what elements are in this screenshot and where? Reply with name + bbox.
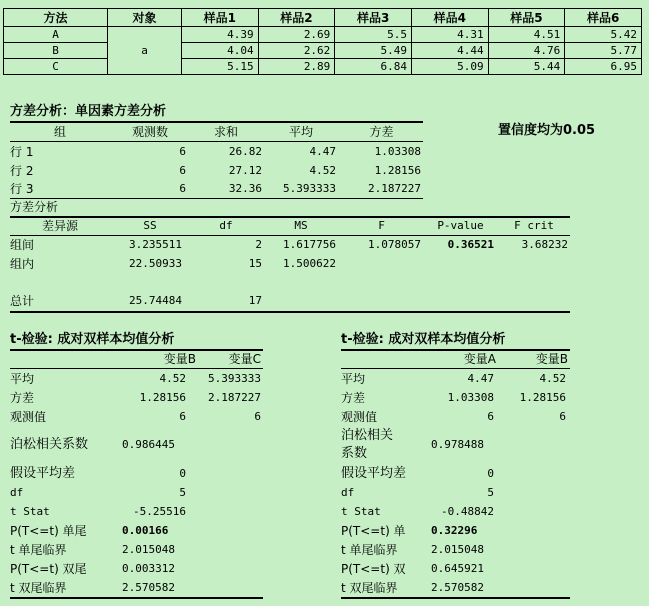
ttest-value: 4.47	[467, 372, 494, 385]
method-cell: B	[4, 43, 108, 59]
ttest-label: df	[10, 486, 24, 499]
ttest-left-col1: 变量B	[163, 352, 196, 366]
anova-cell: 组间	[10, 238, 35, 252]
ttest-value: 4.52	[159, 372, 186, 385]
value-cell: 6.84	[335, 59, 412, 75]
summary-cell: 4.47	[309, 145, 336, 158]
ttest-value: -5.25516	[133, 505, 186, 518]
ttest-value: 1.28156	[519, 391, 566, 404]
value-cell: 4.04	[182, 43, 259, 59]
ttest-right-title: t-检验: 成对双样本均值分析	[341, 332, 506, 347]
samples-row-b	[4, 43, 642, 59]
anova-header-ss: SS	[143, 219, 157, 232]
ttest-value: 5	[179, 486, 186, 499]
ttest-value: 6	[254, 410, 261, 423]
ttest-value-highlight: 0.00166	[122, 524, 169, 537]
summary-cell: 32.36	[228, 182, 262, 195]
value-cell: 5.42	[565, 27, 642, 43]
ttest-label: P(T<=t) 单尾	[10, 524, 87, 538]
ttest-label: 方差	[341, 391, 366, 405]
samples-table	[3, 8, 642, 75]
anova-table-top-rule	[10, 216, 570, 218]
ttest-label: 平均	[341, 372, 366, 386]
summary-cell: 1.03308	[374, 145, 421, 158]
ttest-label: 泊松相关系数	[10, 437, 89, 452]
anova-cell: 22.50933	[129, 257, 182, 270]
ttest-label: t Stat	[341, 505, 381, 518]
value-cell: 4.44	[411, 43, 488, 59]
value-cell: 4.39	[182, 27, 259, 43]
ttest-label: 泊松相关	[341, 428, 394, 443]
header-sample-3: 样品3	[335, 9, 412, 27]
ttest-label: P(T<=t) 双尾	[10, 562, 87, 576]
anova-cell: 3.235511	[129, 238, 182, 251]
ttest-value: 0.645921	[431, 562, 484, 575]
ttest-label: t 单尾临界	[10, 543, 67, 557]
confidence-note: 置信度均为0.05	[498, 123, 596, 138]
summary-header-sum: 求和	[213, 125, 238, 139]
ttest-value: 2.015048	[122, 543, 175, 556]
ttest-value: 0.986445	[122, 438, 175, 451]
ttest-label: 方差	[10, 391, 35, 405]
summary-cell: 27.12	[228, 164, 262, 177]
ttest-right-col2: 变量B	[535, 352, 568, 366]
anova-cell: 1.078057	[368, 238, 421, 251]
ttest-value: 1.28156	[139, 391, 186, 404]
samples-header-row	[4, 9, 642, 27]
anova-header-pvalue: P-value	[437, 219, 484, 232]
ttest-label: 观测值	[10, 410, 47, 424]
ttest-value: 2.570582	[431, 581, 484, 594]
ttest-left-header-rule	[10, 368, 263, 369]
header-method: 方法	[4, 9, 108, 27]
anova-cell: 15	[248, 257, 262, 270]
ttest-value: 6	[179, 410, 186, 423]
anova-cell: 2	[255, 238, 262, 251]
ttest-right-header-rule	[341, 368, 570, 369]
ttest-value-highlight: 0.32296	[431, 524, 478, 537]
ttest-value: 5.393333	[208, 372, 261, 385]
ttest-left-top-rule	[10, 349, 263, 351]
value-cell: 5.15	[182, 59, 259, 75]
ttest-label: 平均	[10, 372, 35, 386]
value-cell: 2.89	[258, 59, 335, 75]
summary-header-variance: 方差	[369, 125, 394, 139]
ttest-value: 0	[179, 467, 186, 480]
method-cell: A	[4, 27, 108, 43]
anova-header-rule	[10, 235, 570, 236]
summary-cell: 1.28156	[374, 164, 421, 177]
ttest-value: -0.48842	[441, 505, 494, 518]
anova-cell: 总计	[10, 294, 35, 308]
ttest-left-col2: 变量C	[228, 352, 261, 366]
method-cell: C	[4, 59, 108, 75]
summary-cell: 26.82	[228, 145, 262, 158]
ttest-value: 6	[487, 410, 494, 423]
samples-row-c	[4, 59, 642, 75]
summary-header-rule	[10, 141, 423, 142]
summary-bottom-rule	[10, 198, 423, 199]
anova-cell: 1.617756	[283, 238, 336, 251]
ttest-label: P(T<=t) 双	[341, 562, 406, 576]
samples-row-a	[4, 27, 642, 43]
ttest-label: 观测值	[341, 410, 378, 424]
ttest-value: 2.187227	[208, 391, 261, 404]
value-cell: 4.51	[488, 27, 565, 43]
header-sample-5: 样品5	[488, 9, 565, 27]
anova-header-fcrit: F crit	[514, 219, 554, 232]
ttest-value: 5	[487, 486, 494, 499]
anova-header-source: 差异源	[41, 219, 78, 233]
anova-cell: 1.500622	[283, 257, 336, 270]
summary-cell: 2.187227	[368, 182, 421, 195]
value-cell: 2.62	[258, 43, 335, 59]
value-cell: 5.49	[335, 43, 412, 59]
summary-cell: 行 3	[10, 182, 34, 196]
value-cell: 4.76	[488, 43, 565, 59]
value-cell: 2.69	[258, 27, 335, 43]
ttest-label: 假设平均差	[10, 466, 76, 481]
value-cell: 5.77	[565, 43, 642, 59]
anova-header-f: F	[378, 219, 385, 232]
anova-table-title: 方差分析	[10, 200, 59, 214]
summary-cell: 4.52	[309, 164, 336, 177]
anova-cell-pvalue: 0.36521	[447, 238, 494, 251]
summary-cell: 6	[179, 145, 186, 158]
ttest-right-top-rule	[341, 349, 570, 351]
anova-cell: 组内	[10, 257, 35, 271]
ttest-label: t 双尾临界	[341, 581, 398, 595]
ttest-value: 4.52	[539, 372, 566, 385]
header-sample-4: 样品4	[411, 9, 488, 27]
value-cell: 5.09	[411, 59, 488, 75]
ttest-value: 2.015048	[431, 543, 484, 556]
ttest-value: 0.003312	[122, 562, 175, 575]
ttest-value: 0	[487, 467, 494, 480]
summary-header-group: 组	[53, 125, 66, 139]
summary-cell: 行 2	[10, 164, 34, 178]
anova-header-df: df	[219, 219, 233, 232]
anova-bottom-rule	[10, 311, 570, 313]
summary-cell: 6	[179, 182, 186, 195]
anova-title: 方差分析：单因素方差分析	[10, 104, 167, 119]
ttest-value: 2.570582	[122, 581, 175, 594]
header-sample-6: 样品6	[565, 9, 642, 27]
ttest-value: 0.978488	[431, 438, 484, 451]
ttest-label: 假设平均差	[341, 466, 407, 481]
ttest-left-bottom-rule	[10, 597, 263, 599]
value-cell: 6.95	[565, 59, 642, 75]
header-sample-2: 样品2	[258, 9, 335, 27]
ttest-label-cont: 系数	[341, 446, 368, 461]
value-cell: 5.44	[488, 59, 565, 75]
ttest-label: df	[341, 486, 355, 499]
anova-cell: 3.68232	[521, 238, 568, 251]
ttest-right-bottom-rule	[341, 597, 570, 599]
ttest-value: 6	[559, 410, 566, 423]
summary-cell: 行 1	[10, 145, 34, 159]
value-cell: 5.5	[335, 27, 412, 43]
anova-cell: 25.74484	[129, 294, 182, 307]
ttest-value: 1.03308	[447, 391, 494, 404]
summary-cell: 6	[179, 164, 186, 177]
ttest-label: t 单尾临界	[341, 543, 398, 557]
value-cell: 4.31	[411, 27, 488, 43]
summary-header-count: 观测数	[131, 125, 168, 139]
header-object: 对象	[108, 9, 182, 27]
ttest-label: P(T<=t) 单	[341, 524, 406, 538]
ttest-left-title: t-检验: 成对双样本均值分析	[10, 332, 175, 347]
header-sample-1: 样品1	[182, 9, 259, 27]
anova-header-ms: MS	[294, 219, 308, 232]
ttest-label: t 双尾临界	[10, 581, 67, 595]
object-cell: a	[108, 27, 182, 75]
summary-header-mean: 平均	[288, 125, 313, 139]
anova-title-rule	[10, 121, 423, 123]
summary-cell: 5.393333	[283, 182, 336, 195]
ttest-label: t Stat	[10, 505, 50, 518]
ttest-right-col1: 变量A	[463, 352, 496, 366]
anova-cell: 17	[248, 294, 262, 307]
